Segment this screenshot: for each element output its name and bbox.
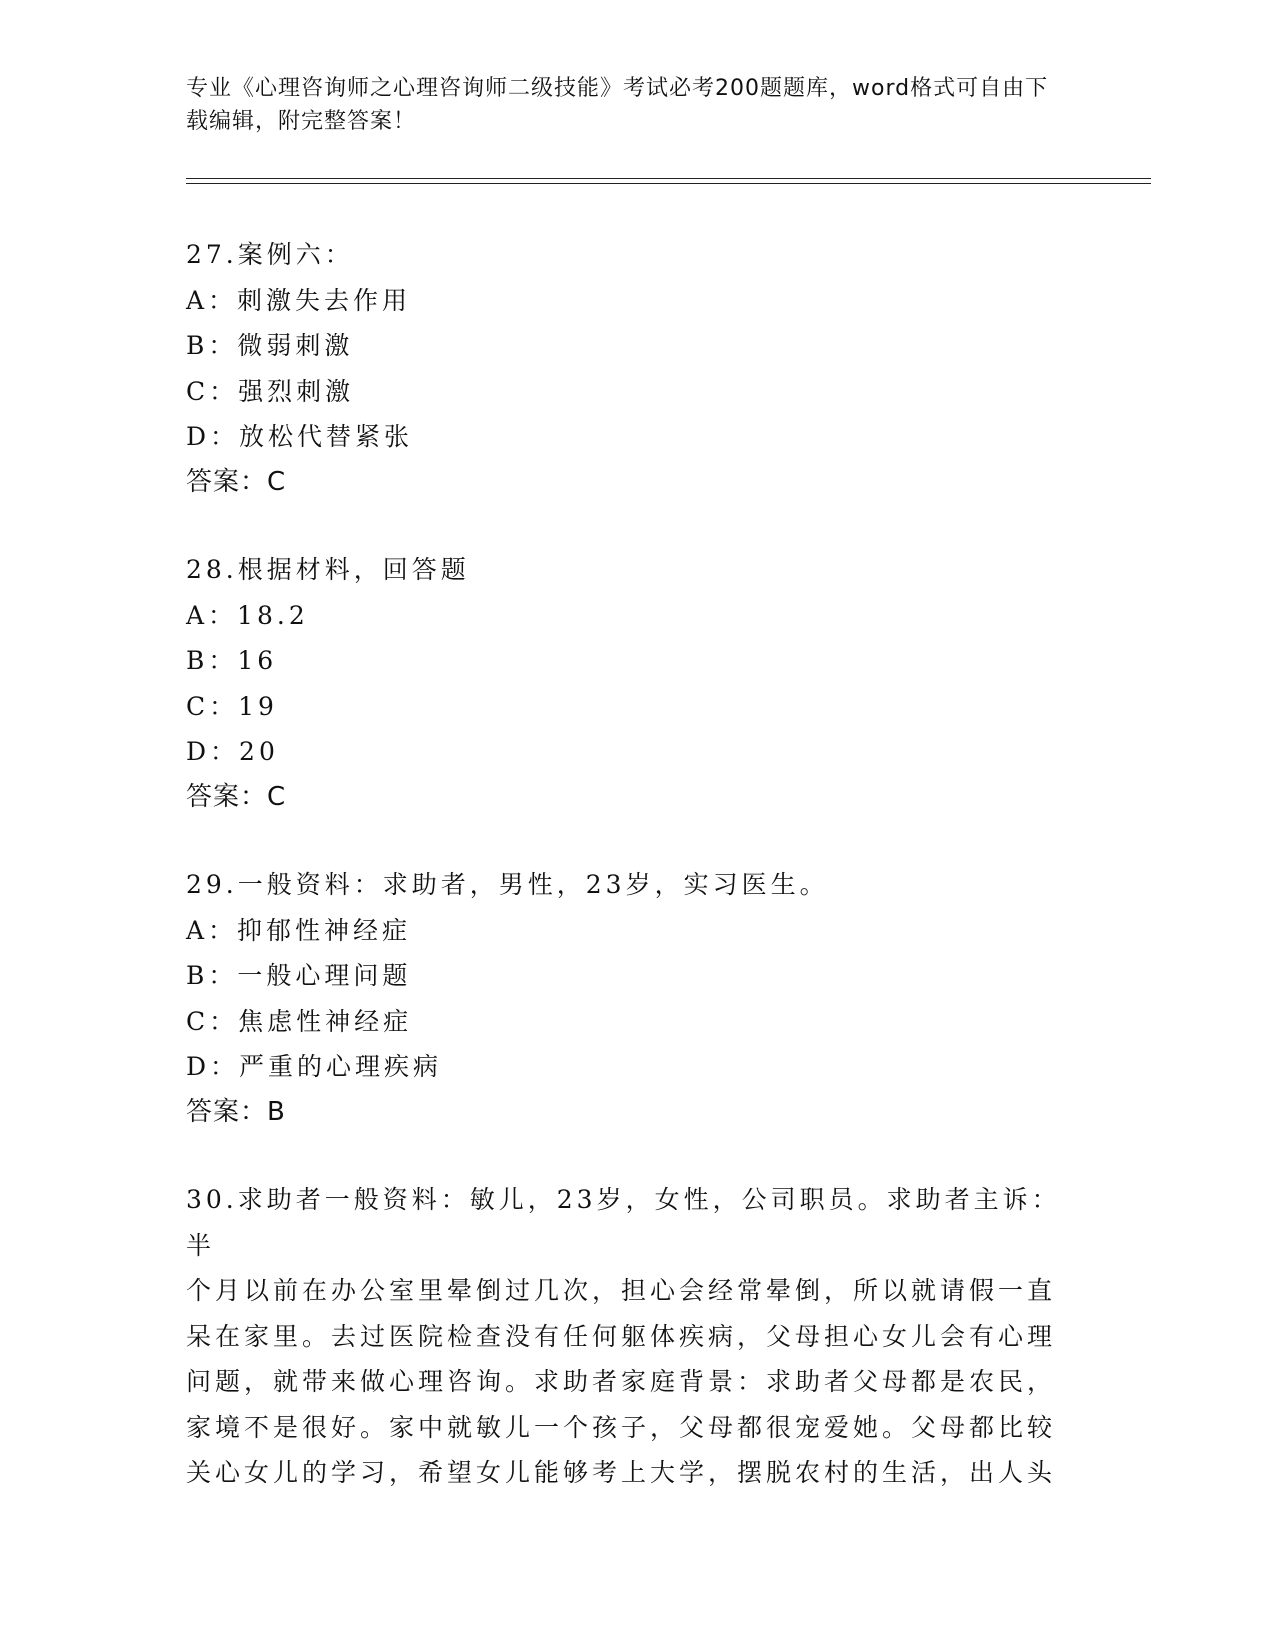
answer-line: 答案：C [186, 466, 287, 497]
question-29 [186, 862, 1086, 1135]
question-text-line: 个月以前在办公室里晕倒过几次，担心会经常晕倒，所以就请假一直 [186, 1276, 1057, 1305]
document-header: 专业《心理咨询师之心理咨询师二级技能》考试必考200题题库，word格式可自由下载编辑，附完整答案！ [186, 76, 1049, 134]
option-a: A：18.2 [186, 600, 309, 630]
option-b: B：微弱刺激 [186, 331, 354, 360]
option-c: C：19 [186, 691, 278, 721]
question-list [186, 232, 1086, 1538]
header-divider-bottom [186, 183, 1151, 184]
question-28 [186, 547, 1086, 820]
answer-line: 答案：B [186, 1096, 286, 1127]
option-d: D：放松代替紧张 [186, 422, 414, 451]
question-text-line: 家境不是很好。家中就敏儿一个孩子，父母都很宠爱她。父母都比较 [186, 1412, 1057, 1442]
question-27 [186, 232, 1086, 505]
question-stem: 27.案例六： [186, 240, 354, 269]
question-text-line: 关心女儿的学习，希望女儿能够考上大学，摆脱农村的生活，出人头 [186, 1458, 1057, 1487]
question-stem: 29.一般资料：求助者，男性，23岁，实习医生。 [186, 870, 829, 899]
question-30 [186, 1177, 1086, 1496]
question-text-line: 问题，就带来做心理咨询。求助者家庭背景：求助者父母都是农民， [186, 1367, 1057, 1396]
option-d: D：20 [186, 737, 279, 766]
option-d: D：严重的心理疾病 [186, 1052, 443, 1081]
option-b: B：16 [186, 646, 278, 675]
option-c: C：强烈刺激 [186, 376, 355, 406]
option-c: C：焦虑性神经症 [186, 1006, 413, 1036]
answer-line: 答案：C [186, 781, 287, 812]
option-a: A：刺激失去作用 [186, 285, 412, 315]
question-text-line: 30.求助者一般资料：敏儿，23岁，女性，公司职员。求助者主诉：半 [186, 1185, 1061, 1260]
option-a: A：抑郁性神经症 [186, 915, 412, 945]
option-b: B：一般心理问题 [186, 961, 412, 990]
question-text-line: 呆在家里。去过医院检查没有任何躯体疾病，父母担心女儿会有心理 [186, 1321, 1057, 1351]
header-divider-top [186, 178, 1151, 179]
question-stem: 28.根据材料，回答题 [186, 555, 470, 584]
